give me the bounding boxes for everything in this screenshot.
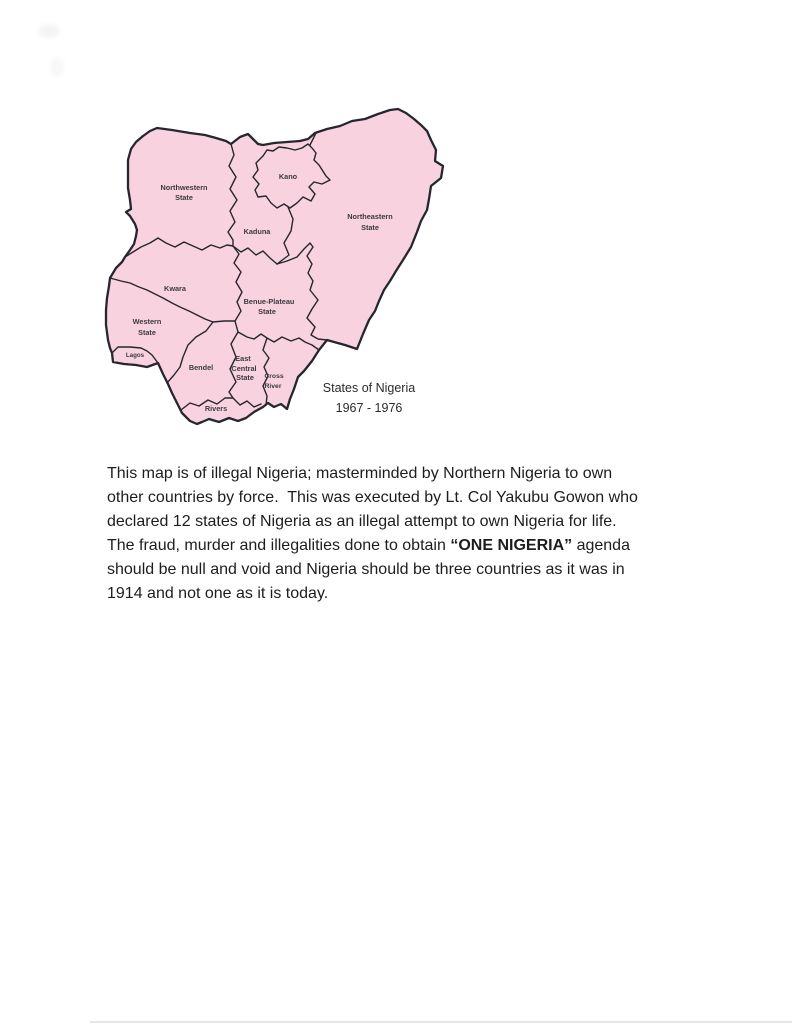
map-caption-years: 1967 - 1976	[335, 401, 403, 415]
label-cross-river: River	[264, 383, 282, 390]
one-nigeria-bold-text: “ONE NIGERIA”	[450, 537, 573, 554]
paragraph-line: should be null and void and Nigeria should be three countries as it was in	[107, 561, 625, 578]
paragraph-text: The fraud, murder and illegalities done to obtain	[107, 537, 451, 554]
paragraph-line: declared 12 states of Nigeria as an illegal attempt to own Nigeria for life.	[107, 513, 617, 530]
label-east-central-state: Central	[231, 364, 257, 373]
label-east-central-state: State	[236, 373, 254, 382]
label-northwestern-state: State	[175, 193, 193, 202]
map-caption-title: States of Nigeria	[322, 381, 416, 395]
scan-smudge	[38, 24, 60, 38]
label-northeastern-state: Northeastern	[347, 212, 393, 221]
label-cross-river: Cross	[264, 373, 284, 380]
label-lagos: Lagos	[125, 352, 145, 359]
label-western-state: State	[138, 328, 156, 337]
paragraph-line	[107, 534, 707, 558]
nigeria-states-map	[100, 100, 460, 430]
paragraph-line: other countries by force. This was executed by Lt. Col Yakubu Gowon who	[107, 489, 638, 506]
label-benue-plateau-state: Benue-Plateau	[243, 297, 295, 306]
scan-edge-line	[90, 1021, 792, 1023]
scan-smudge	[50, 58, 64, 76]
label-northwestern-state: Northwestern	[160, 183, 208, 192]
paragraph-line: 1914 and not one as it is today.	[107, 585, 329, 602]
body-paragraph	[107, 462, 707, 606]
paragraph-text: agenda	[572, 537, 630, 554]
label-northeastern-state: State	[361, 223, 379, 232]
label-benue-plateau-state: State	[258, 307, 276, 316]
label-western-state: Western	[132, 317, 162, 326]
label-bendel: Bendel	[188, 363, 214, 372]
label-kwara: Kwara	[164, 284, 186, 293]
paragraph-line: This map is of illegal Nigeria; masterminded by Northern Nigeria to own	[107, 465, 613, 482]
label-east-central-state: East	[235, 354, 251, 363]
label-kaduna: Kaduna	[243, 227, 271, 236]
label-kano: Kano	[278, 172, 298, 181]
label-rivers: Rivers	[204, 404, 228, 413]
